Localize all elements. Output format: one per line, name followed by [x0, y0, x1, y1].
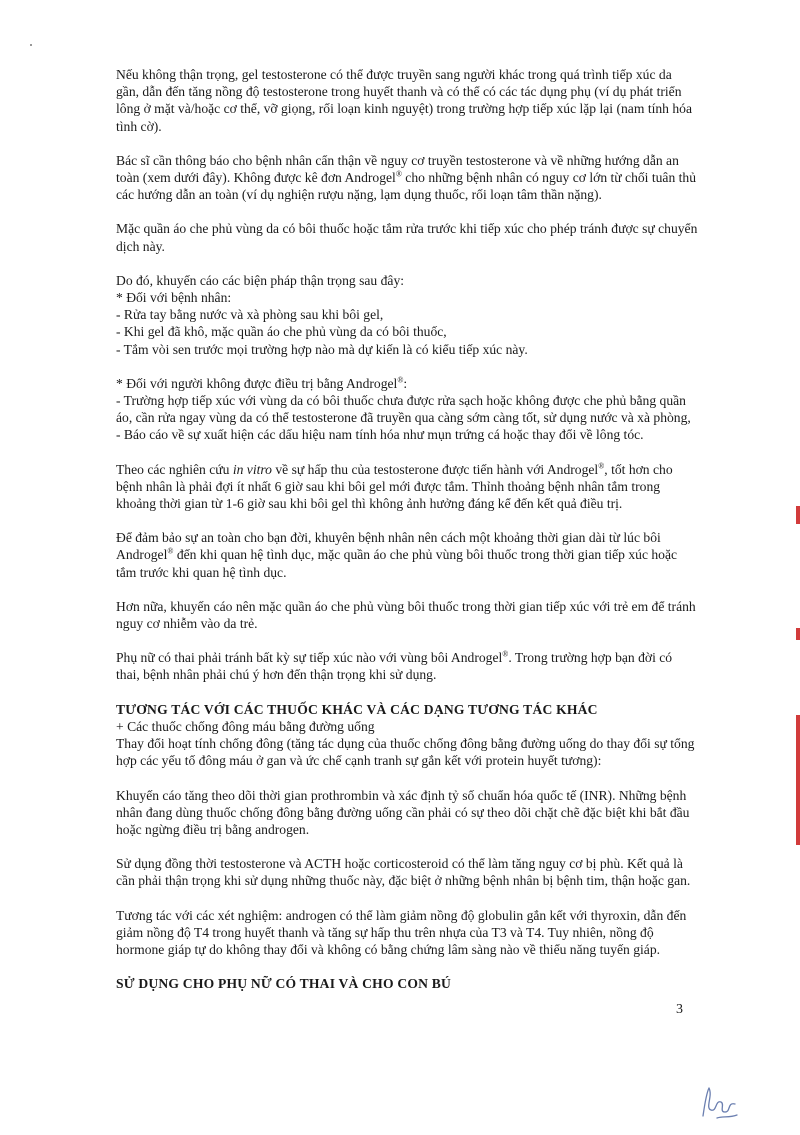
text-fragment: về sự hấp thu của testosterone được tiến hành với Androgel	[271, 461, 599, 477]
paragraph-doctor-advice	[116, 152, 698, 204]
paragraph-anticoagulant-activity: Thay đổi hoạt tính chống đông (tăng tác dụng của thuốc chống đông bằng đường uống do thay đổi sự tổng hợp các yếu tố đông máu ở gan và ức chế cạnh tranh sự gắn kết với protein huyết tương):	[116, 736, 695, 769]
scan-dot	[30, 44, 32, 46]
subheading-anticoagulants: + Các thuốc chống đông máu bằng đường uống	[116, 718, 375, 734]
paragraph-lab-tests: Tương tác với các xét nghiệm: androgen có thể làm giảm nồng độ globulin gắn kết với thyroxin, dẫn đến giảm nồng độ T4 trong huyết thanh và tăng sự hấp thu trên nhựa của T3 và T4. Tuy nhiên, nồng độ hormone giáp tự do không thay đổi và không có bằng chứng lâm sàng nào về thiểu năng tuyến giáp.	[116, 907, 687, 957]
precautions-group-others	[116, 375, 698, 392]
margin-red-mark	[796, 506, 800, 524]
text-fragment: Để đảm bảo sự an toàn cho bạn đời, khuyên bệnh nhân nên cách một khoảng thời gian dài từ lúc bôi Androgel	[116, 530, 661, 563]
paragraph-in-vitro	[116, 461, 698, 513]
registered-mark: ®	[395, 169, 402, 179]
registered-mark: ®	[502, 649, 509, 659]
page-number: 3	[676, 1002, 683, 1017]
paragraph-children: Hơn nữa, khuyến cáo nên mặc quần áo che phủ vùng bôi thuốc trong thời gian tiếp xúc với trẻ em để tránh nguy cơ nhiễm vào da trẻ.	[116, 598, 696, 632]
text-fragment: Theo các nghiên cứu	[116, 461, 233, 477]
text-fragment: :	[403, 375, 408, 391]
list-item: - Rửa tay bằng nước và xà phòng sau khi bôi gel,	[116, 307, 384, 323]
precautions-group-patient: * Đối với bệnh nhân:	[116, 290, 232, 306]
paragraph-inr-monitoring: Khuyến cáo tăng theo dõi thời gian prothrombin và xác định tỷ số chuẩn hóa quốc tế (INR). Những bệnh nhân đang dùng thuốc chống đông bằng đường uống cần phải có sự theo dõi chặt chẽ đặc biệt khi bắt đầu hoặc ngừng điều trị bằng androgen.	[116, 787, 690, 837]
text-fragment: cho những bệnh nhân có nguy cơ lớn từ chối tuân thủ các hướng dẫn an toàn (ví dụ nghiện rượu nặng, lạm dụng thuốc, rối loạn tâm thần nặng).	[116, 170, 697, 203]
list-item: - Tắm vòi sen trước mọi trường hợp nào mà dự kiến là có kiểu tiếp xúc này.	[116, 341, 528, 357]
registered-mark: ®	[397, 375, 404, 385]
list-item: - Khi gel đã khô, mặc quần áo che phủ vùng da có bôi thuốc,	[116, 324, 447, 340]
paragraph-clothing: Mặc quần áo che phủ vùng da có bôi thuốc hoặc tắm rửa trước khi tiếp xúc cho phép tránh được sự chuyển dịch này.	[116, 221, 698, 254]
precautions-others	[116, 375, 698, 444]
text-fragment: . Trong trường hợp bạn đời có thai, bệnh nhân phải chú ý hơn đến thận trọng khi sử dụng.	[116, 650, 673, 683]
precautions-patient	[116, 272, 698, 358]
italic-text: in vitro	[232, 461, 272, 477]
section-heading-pregnancy: SỬ DỤNG CHO PHỤ NỮ CÓ THAI VÀ CHO CON BÚ	[116, 976, 452, 992]
paragraph-transfer-risk: Nếu không thận trọng, gel testosterone có thể được truyền sang người khác trong quá trình tiếp xúc da gần, dẫn đến tăng nồng độ testosterone trong huyết thanh và có thể có các tác dụng phụ (ví dụ phát triển lông ở mặt và/hoặc cơ thể, vỡ giọng, rối loạn kinh nguyệt) trong trường hợp tiếp xúc lặp lại (nam tính hóa tình cờ).	[116, 67, 692, 134]
paragraph-pregnant-women	[116, 649, 698, 683]
section-interactions	[116, 701, 698, 958]
precautions-intro: Do đó, khuyến cáo các biện pháp thận trọng sau đây:	[116, 272, 405, 288]
text-fragment: đến khi quan hệ tình dục, mặc quần áo che phủ vùng bôi thuốc trong thời gian tiếp xúc hoặc tắm trước khi quan hệ tình dục.	[116, 547, 678, 580]
registered-mark: ®	[598, 461, 605, 471]
margin-red-mark	[796, 715, 800, 845]
registered-mark: ®	[167, 546, 174, 556]
signature-stroke	[703, 1088, 737, 1118]
text-fragment: Phụ nữ có thai phải tránh bất kỳ sự tiếp xúc nào với vùng bôi Androgel	[116, 650, 503, 666]
text-fragment: Bác sĩ cần thông báo cho bệnh nhân cẩn thận về nguy cơ truyền testosterone và về những hướng dẫn an toàn (xem dưới đây). Không được kê đơn Androgel	[116, 152, 679, 186]
list-item: - Trường hợp tiếp xúc với vùng da có bôi thuốc chưa được rửa sạch hoặc không được che phủ bằng quần áo, cần rửa ngay vùng da có thể testosterone đã truyền qua càng sớm càng tốt, sử dụng nước và xà phòng,	[116, 393, 691, 426]
list-item: - Báo cáo về sự xuất hiện các dấu hiệu nam tính hóa như mụn trứng cá hoặc thay đổi về lông tóc.	[116, 427, 644, 443]
text-fragment: * Đối với người không được điều trị bằng Androgel	[116, 375, 398, 391]
margin-red-mark	[796, 628, 800, 640]
text-fragment: , tốt hơn cho bệnh nhân là phải đợi ít nhất 6 giờ sau khi bôi gel mới được tắm. Thỉnh thoảng bệnh nhân tắm trong khoảng thời gian từ 1-6 giờ sau khi bôi gel thì không ảnh hưởng đáng kể đến kết quả điều trị.	[116, 461, 673, 512]
paragraph-acth-corticosteroid: Sử dụng đồng thời testosterone và ACTH hoặc corticosteroid có thể làm tăng nguy cơ bị phù. Kết quả là cần phải thận trọng khi sử dụng những thuốc này, đặc biệt ở những bệnh nhân bị bệnh tim, thận hoặc gan.	[116, 856, 691, 889]
paragraph-partner-safety	[116, 529, 698, 581]
section-heading-interactions: TƯƠNG TÁC VỚI CÁC THUỐC KHÁC VÀ CÁC DẠNG TƯƠNG TÁC KHÁC	[116, 701, 598, 717]
page-content	[116, 66, 698, 992]
handwritten-initials-signature	[697, 1082, 741, 1122]
